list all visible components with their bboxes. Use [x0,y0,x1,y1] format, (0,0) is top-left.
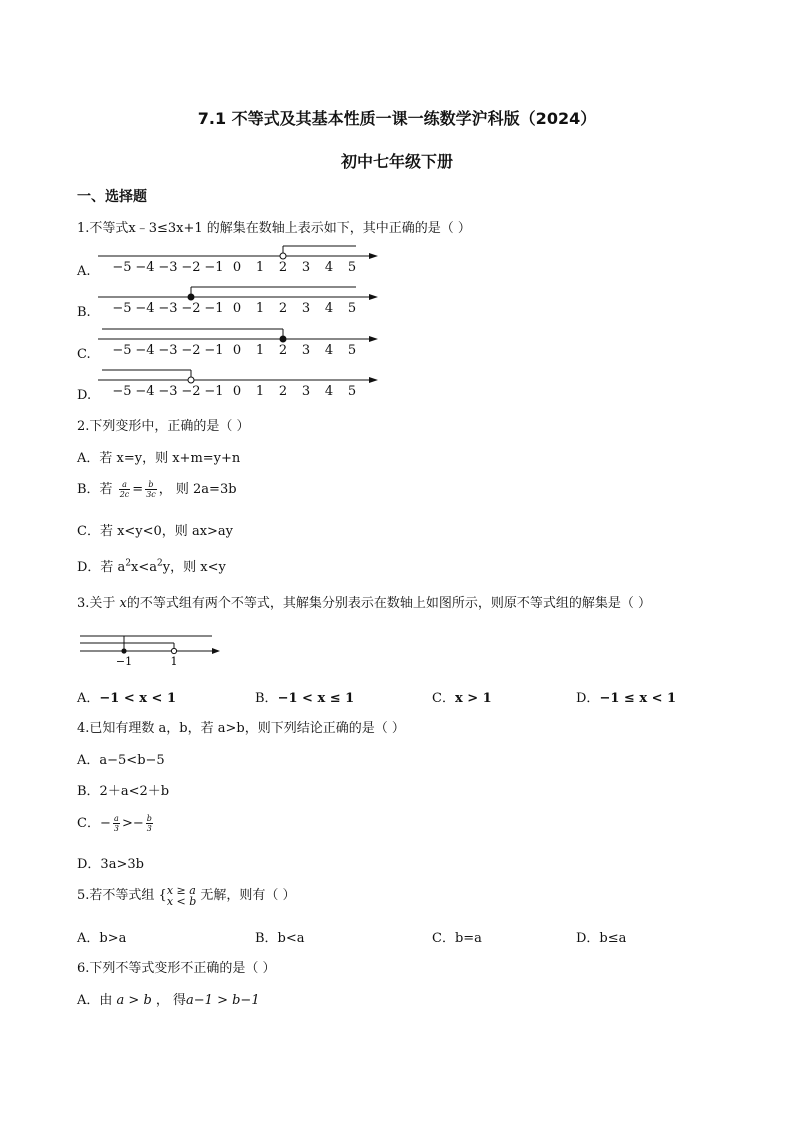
tick-label: 2 [278,301,288,316]
q2-fraction-1-num: a [119,480,131,490]
tick-label: 4 [324,301,334,316]
q5-option-a[interactable]: A．b>a [77,931,127,946]
tick-label: 3 [301,384,311,399]
q1-option-a-letter[interactable]: A. [77,264,91,279]
question-6-stem: 6.下列不等式变形不正确的是（ ） [77,961,276,976]
q5-stem-suffix: 无解，则有（ ） [200,888,296,903]
tick-label: 0 [232,384,242,399]
q4-fraction-2 [146,814,153,833]
q2-option-b-prefix: B．若 [77,482,113,497]
q2-option-d[interactable] [77,556,226,575]
tick-label: −3 [158,260,178,275]
open-point [188,377,194,383]
q3-d-letter: D． [576,691,600,706]
tick-label: 4 [324,260,334,275]
tick-label: −5 [112,301,132,316]
tick-label: −2 [181,301,201,316]
q3-a-math: −1 < x < 1 [99,691,177,706]
tick-label: 2 [278,384,288,399]
q6-option-a[interactable] [77,989,260,1008]
q3-stem-variable: x [119,596,127,611]
q5-option-d[interactable]: D．b≤a [576,931,627,946]
q1-option-c-letter[interactable]: C. [77,347,91,362]
q2-option-b[interactable] [77,478,237,499]
q3-open-point [171,648,176,653]
question-2-stem: 2.下列变形中，正确的是（ ） [77,419,250,434]
tick-label: −2 [181,343,201,358]
q5-stem-prefix: 5.若不等式组 { [77,888,167,903]
q3-option-c[interactable] [432,687,492,706]
q1-option-a-numberline [94,242,384,278]
q4-option-c[interactable] [77,812,155,833]
question-1-stem: 1.不等式x﹣3≤3x+1 的解集在数轴上表示如下，其中正确的是（ ） [77,221,471,236]
question-5-stem [77,884,296,907]
tick-label: 1 [255,260,265,275]
question-3-stem [77,592,651,611]
q4-option-d[interactable]: D．3a>3b [77,857,144,872]
q3-closed-point [121,648,126,653]
q2-fraction-2-num: b [145,480,157,490]
q6-a-prefix: A．由 [77,993,117,1008]
tick-label: 5 [347,343,357,358]
q6-a-math1: a > b [116,993,152,1008]
q6-a-math2: a−1 > b−1 [186,993,260,1008]
q2-d-sup2: 2 [157,558,163,569]
tick-label: −5 [112,343,132,358]
q2-fraction-1-den: 2c [119,490,130,499]
q2-d-part3: y，则 x<y [162,560,226,575]
page-title: 7.1 不等式及其基本性质一课一练数学沪科版（2024） [197,109,597,128]
q5-system-top: x ≥ a [166,883,196,897]
q2-option-c[interactable]: C．若 x<y<0，则 ax>ay [77,524,234,539]
q5-option-c[interactable]: C．b=a [432,931,482,946]
q3-numberline-figure [74,622,224,668]
tick-label: 5 [347,384,357,399]
q2-fraction-2-den: 3c [146,490,156,499]
q2-d-sup1: 2 [125,558,132,569]
tick-label: −3 [158,384,178,399]
q3-option-a[interactable] [77,687,176,706]
question-4-stem: 4.已知有理数 a，b，若 a>b，则下列结论正确的是（ ） [77,721,405,736]
tick-label: 4 [324,384,334,399]
q2-option-a[interactable]: A．若 x=y，则 x+m=y+n [77,451,241,466]
tick-label: −1 [204,384,224,399]
q6-a-mid: ， 得 [151,993,187,1008]
q3-label-neg1: −1 [115,655,133,668]
q2-d-part2: x<a [131,560,158,575]
q5-option-b[interactable]: B．b<a [255,931,305,946]
q1-option-c-numberline [94,325,384,361]
q3-d-math: −1 ≤ x < 1 [599,691,677,706]
q3-option-b[interactable] [255,687,354,706]
q3-label-1: 1 [170,655,178,668]
q4-c-mid: >− [121,816,144,831]
q3-b-math: −1 < x ≤ 1 [277,691,355,706]
q3-axis-arrow [212,648,220,654]
tick-label: 3 [301,301,311,316]
tick-label: −4 [135,301,155,316]
q4-fraction-1-den: 3 [113,824,119,833]
tick-label: 2 [278,343,288,358]
tick-label: −2 [181,384,201,399]
q1-option-d-numberline [94,366,384,402]
q2-option-b-suffix: ， 则 2a=3b [158,482,237,497]
q3-b-letter: B． [255,691,278,706]
tick-label: −1 [204,301,224,316]
tick-label: 0 [232,301,242,316]
axis-arrow [369,294,378,300]
axis-arrow [369,377,378,383]
tick-label: −4 [135,384,155,399]
tick-label: −5 [112,384,132,399]
q3-stem-suffix: 的不等式组有两个不等式，其解集分别表示在数轴上如图所示，则原不等式组的解集是（ ） [126,596,652,611]
axis-arrow [369,253,378,259]
tick-label: 2 [278,260,288,275]
q5-system-bottom: x < b [166,894,197,908]
open-point [280,253,286,259]
tick-label: 3 [301,260,311,275]
q1-option-d-letter[interactable]: D. [77,388,92,403]
q4-fraction-1 [113,814,120,833]
tick-label: 1 [255,384,265,399]
q2-d-part1: D．若 a [77,560,126,575]
section-heading: 一、选择题 [77,189,147,205]
closed-point [280,336,286,342]
q4-fraction-2-num: b [146,814,152,823]
tick-label: 1 [255,301,265,316]
tick-label: −1 [204,260,224,275]
tick-label: 5 [347,260,357,275]
tick-label: −5 [112,260,132,275]
tick-label: 0 [232,343,242,358]
q2-fraction-2 [145,480,157,499]
axis-arrow [369,336,378,342]
tick-label: −3 [158,343,178,358]
tick-label: −4 [135,343,155,358]
q4-c-prefix: C．− [77,816,111,831]
tick-label: 1 [255,343,265,358]
q2-equals: = [132,482,144,497]
tick-label: −2 [181,260,201,275]
tick-label: 5 [347,301,357,316]
q3-c-math: x > 1 [454,691,492,706]
q3-stem-prefix: 3.关于 [77,596,120,611]
tick-label: −3 [158,301,178,316]
q4-option-a[interactable]: A．a−5<b−5 [77,753,165,768]
q1-option-b-letter[interactable]: B. [77,305,91,320]
q2-fraction-1 [119,480,131,499]
page-subtitle: 初中七年级下册 [340,152,453,171]
q4-fraction-2-den: 3 [146,824,152,833]
tick-label: −4 [135,260,155,275]
q5-system [167,885,196,907]
closed-point [188,294,194,300]
q4-fraction-1-num: a [114,814,119,823]
tick-label: 4 [324,343,334,358]
q4-option-b[interactable]: B．2＋a<2＋b [77,784,170,799]
q3-a-letter: A． [77,691,100,706]
q1-option-b-numberline [94,283,384,319]
tick-label: 3 [301,343,311,358]
q3-c-letter: C． [432,691,455,706]
q3-option-d[interactable] [576,687,676,706]
tick-label: −1 [204,343,224,358]
tick-label: 0 [232,260,242,275]
